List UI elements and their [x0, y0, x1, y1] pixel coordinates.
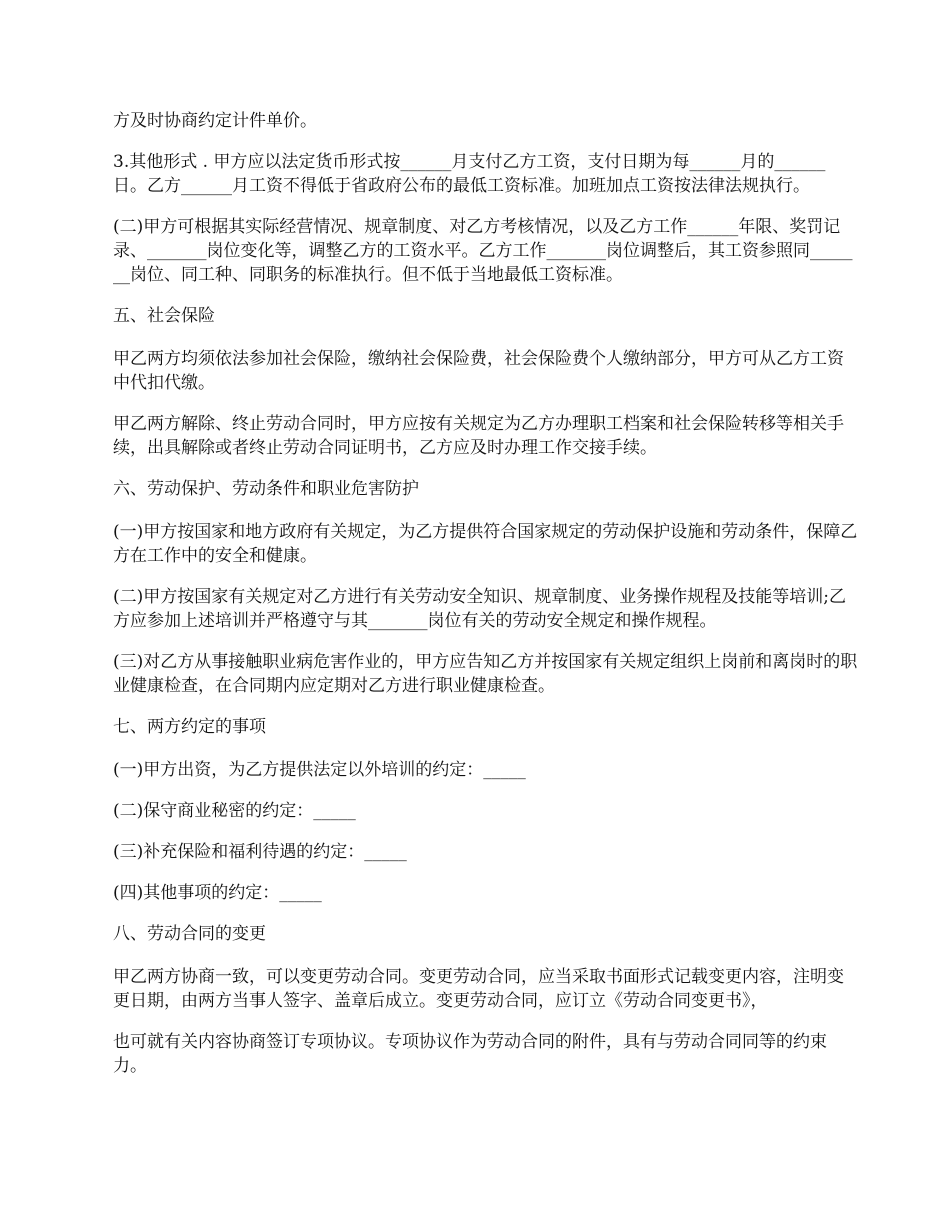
paragraph-safety-training: (二)甲方按国家有关规定对乙方进行有关劳动安全知识、规章制度、业务操作规程及技能等培训;乙方应参加上述培训并严格遵守与其_______岗位有关的劳动安全规定和操作规程。 [113, 587, 846, 631]
section-heading-contract-change: 八、劳动合同的变更 [113, 924, 266, 944]
paragraph-supplementary-insurance: (三)补充保险和福利待遇的约定：_____ [113, 842, 407, 862]
section-heading-social-insurance: 五、社会保险 [113, 306, 215, 326]
paragraph-insurance-transfer: 甲乙两方解除、终止劳动合同时，甲方应按有关规定为乙方办理职工档案和社会保险转移等相关手续，出具解除或者终止劳动合同证明书，乙方应及时办理工作交接手续。 [113, 414, 844, 458]
paragraph-piece-rate-continuation: 方及时协商约定计件单价。 [113, 111, 317, 131]
paragraph-trade-secrets: (二)保守商业秘密的约定：_____ [113, 801, 356, 821]
paragraph-occupational-health: (三)对乙方从事接触职业病危害作业的，甲方应告知乙方并按国家有关规定组织上岗前和离岗时的职业健康检查，在合同期内应定期对乙方进行职业健康检查。 [113, 652, 858, 696]
paragraph-other-wage-forms: 3.其他形式 . 甲方应以法定货币形式按______月支付乙方工资，支付日期为每______月的______日。乙方______月工资不得低于省政府公布的最低工资标准。加班加点工资按法律法规执行。 [113, 152, 826, 196]
paragraph-wage-adjustment: (二)甲方可根据其实际经营情况、规章制度、对乙方考核情况，以及乙方工作______年限、奖罚记录、_______岗位变化等，调整乙方的工资水平。乙方工作_______岗位调整后，其工资参照同_______岗位、同工种、同职务的标准执行。但不低于当地最低工资标准。 [113, 217, 853, 285]
paragraph-contract-change-terms: 甲乙两方协商一致，可以变更劳动合同。变更劳动合同，应当采取书面形式记载变更内容，注明变更日期，由两方当事人签字、盖章后成立。变更劳动合同，应订立《劳动合同变更书》， [113, 967, 844, 1011]
paragraph-insurance-participation: 甲乙两方均须依法参加社会保险，缴纳社会保险费，社会保险费个人缴纳部分，甲方可从乙方工资中代扣代缴。 [113, 349, 844, 393]
paragraph-training-agreement: (一)甲方出资，为乙方提供法定以外培训的约定：_____ [113, 760, 526, 780]
paragraph-other-matters: (四)其他事项的约定：_____ [113, 883, 322, 903]
section-heading-labor-protection: 六、劳动保护、劳动条件和职业危害防护 [113, 479, 419, 499]
paragraph-special-agreement: 也可就有关内容协商签订专项协议。专项协议作为劳动合同的附件，具有与劳动合同同等的约束力。 [113, 1032, 827, 1076]
paragraph-protection-facilities: (一)甲方按国家和地方政府有关规定，为乙方提供符合国家规定的劳动保护设施和劳动条件，保障乙方在工作中的安全和健康。 [113, 522, 858, 566]
section-heading-agreed-matters: 七、两方约定的事项 [113, 717, 266, 737]
document-body [113, 109, 858, 1095]
